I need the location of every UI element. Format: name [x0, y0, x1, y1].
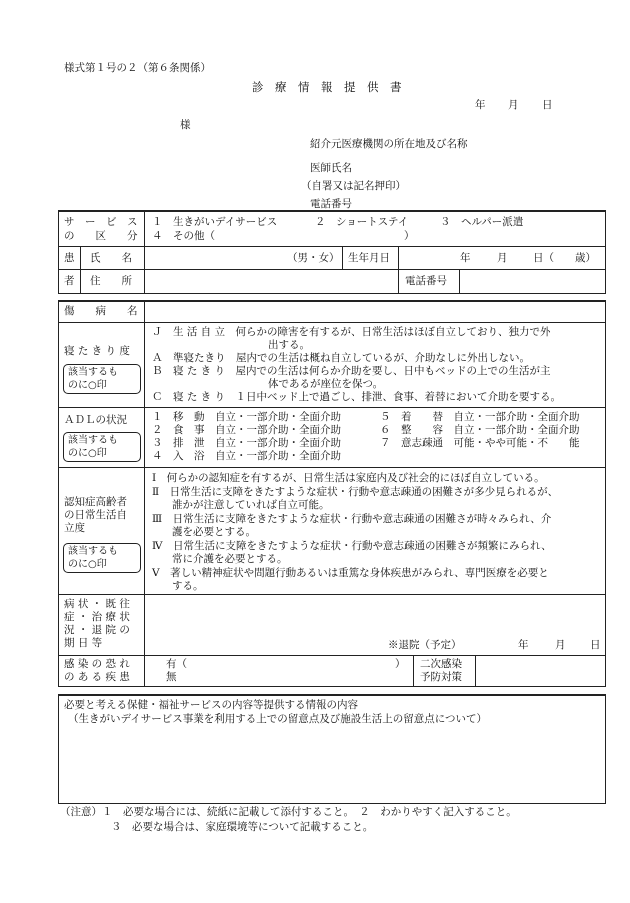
adl-row-3-right: ７ 意志疎通 可能・やや可能・不 能 [380, 437, 580, 449]
condition-label-3: 況 ・ 退 院 の [64, 624, 130, 636]
doctor-label: 医師氏名 [310, 162, 352, 174]
service-option-2: ２ ショートステイ [315, 216, 409, 228]
form-number: 様式第１号の２（第６条関係） [64, 62, 211, 74]
service-label-1: サ ー ビ ス [64, 216, 138, 228]
dementia-level-3-b: 護を必要とする。 [172, 526, 256, 538]
notes-line-2: ３ 必要な場合は、家庭環境等について記載すること。 [111, 821, 374, 833]
patient-birth-month: 月 [497, 252, 508, 264]
bedridden-b-1: Ｂ 寝 た き り 屋内での生活は何らか介助を要し、日中もベッドの上での生活が主 [152, 365, 551, 377]
service-option-4: ４ その他（ ） [152, 230, 415, 242]
condition-label-2: 症 ・ 治 療 状 [64, 611, 130, 623]
patient-name-label: 氏 名 [90, 252, 132, 264]
infection-yes: 有（ [166, 658, 187, 670]
clinic-label: 紹介元医療機関の所在地及び名称 [310, 138, 468, 150]
condition-label-1: 病 状 ・ 既 往 [64, 598, 130, 610]
bedridden-note-2: のに○印 [68, 380, 107, 391]
service-label-2: の 区 分 [64, 230, 138, 242]
adl-row-3-left: ３ 排 泄 自立・一部介助・全面介助 [152, 437, 341, 449]
bedridden-j-2: 出する。 [268, 339, 310, 351]
adl-note-1: 該当するも [68, 435, 118, 446]
date-year: 年 [475, 99, 486, 111]
info-line-2: （生きがいデイサービス事業を利用する上での留意点及び施設生活上の留意点について） [68, 713, 488, 725]
adl-row-2-left: ２ 食 事 自立・一部介助・全面介助 [152, 424, 341, 436]
signature-note: （自署又は記名押印） [301, 180, 406, 192]
dementia-label-2: の日常生活自 [64, 509, 127, 521]
dementia-level-3-a: Ⅲ 日常生活に支障をきたすような症状・行動や意志疎通の困難さが時々みられ、介 [152, 513, 552, 525]
phone-label: 電話番号 [310, 198, 352, 210]
secondary-infection-2: 予防対策 [420, 671, 462, 683]
infection-label-1: 感 染 の 恐 れ [64, 658, 130, 670]
adl-label: ＡＤＬの状況 [64, 414, 127, 426]
dementia-level-4-b: 常に介護を必要とする。 [172, 553, 288, 565]
bedridden-a-1: Ａ 準寝たきり 屋内での生活は概ね自立しているが、介助なしに外出しない。 [152, 352, 530, 364]
adl-note-2: のに○印 [68, 448, 107, 459]
patient-sex: （男・女） [287, 252, 340, 264]
info-line-1: 必要と考える保健・福祉サービスの内容等提供する情報の内容 [64, 699, 358, 711]
dementia-level-4-a: Ⅳ 日常生活に支障をきたすような症状・行動や意志疎通の困難さが頻繁にみられ、 [152, 540, 552, 552]
patient-birth-label: 生年月日 [348, 252, 390, 264]
adl-row-4-left: ４ 入 浴 自立・一部介助・全面介助 [152, 450, 341, 462]
bedridden-c-1: Ｃ 寝 た き り １日中ベッド上で過ごし、排泄、食事、着替において介助を要する。 [152, 391, 562, 403]
secondary-infection-1: 二次感染 [420, 658, 462, 670]
dementia-note-1: 該当するも [68, 546, 118, 557]
recipient-suffix: 様 [180, 119, 191, 131]
condition-label-4: 期 日 等 [64, 637, 103, 649]
dementia-level-1: Ⅰ 何らかの認知症を有するが、日常生活は家庭内及び社会的にほぼ自立している。 [152, 472, 545, 484]
patient-side-1: 患 [64, 252, 75, 264]
dementia-note-2: のに○印 [68, 559, 107, 570]
date-day: 日 [542, 99, 553, 111]
dementia-level-2-a: Ⅱ 日常生活に支障をきたすような症状・行動や意志疎通の困難さが多少見られるが、 [152, 486, 559, 498]
dementia-label-1: 認知症高齢者 [64, 496, 127, 508]
dementia-label-3: 立度 [64, 522, 85, 534]
bedridden-note-1: 該当するも [68, 367, 118, 378]
patient-address-label: 住 所 [90, 275, 132, 287]
discharge-month: 月 [555, 639, 566, 651]
bedridden-label: 寝 た き り 度 [64, 345, 130, 357]
dementia-level-5-b: する。 [172, 580, 204, 592]
page-title: 診 療 情 報 提 供 書 [252, 80, 402, 94]
discharge-year: 年 [518, 639, 529, 651]
dementia-level-5-a: Ⅴ 著しい精神症状や問題行動あるいは重篤な身体疾患がみられ、専門医療を必要と [152, 567, 549, 579]
adl-row-2-right: ６ 整 容 自立・一部介助・全面介助 [380, 424, 580, 436]
discharge-day: 日 [590, 639, 601, 651]
date-month: 月 [508, 99, 519, 111]
service-option-1: １ 生きがいデイサービス [152, 216, 278, 228]
notes-line-1: （注意）１ 必要な場合には、続紙に記載して添付すること。 ２ わかりやすく記入すること。 [60, 806, 517, 818]
infection-no: 無 [166, 671, 177, 683]
adl-row-1-right: ５ 着 替 自立・一部介助・全面介助 [380, 411, 580, 423]
discharge-label: ※退院（予定） [388, 639, 462, 651]
bedridden-b-2: 体であるが座位を保つ。 [268, 378, 384, 390]
patient-phone-label: 電話番号 [405, 275, 447, 287]
infection-yes-close: ） [395, 658, 406, 670]
infection-label-2: の あ る 疾 患 [64, 671, 130, 683]
patient-side-2: 者 [64, 275, 75, 287]
adl-row-1-left: １ 移 動 自立・一部介助・全面介助 [152, 411, 341, 423]
patient-birth-day: 日（ 歳） [533, 252, 596, 264]
patient-birth-year: 年 [460, 252, 471, 264]
service-option-3: ３ ヘルパー派遣 [440, 216, 524, 228]
dementia-level-2-b: 誰かが注意していれば自立可能。 [172, 499, 330, 511]
disease-label: 傷 病 名 [64, 305, 138, 317]
bedridden-j-1: Ｊ 生 活 自 立 何らかの障害を有するが、日常生活はほぼ自立しており、独力で外 [152, 326, 551, 338]
